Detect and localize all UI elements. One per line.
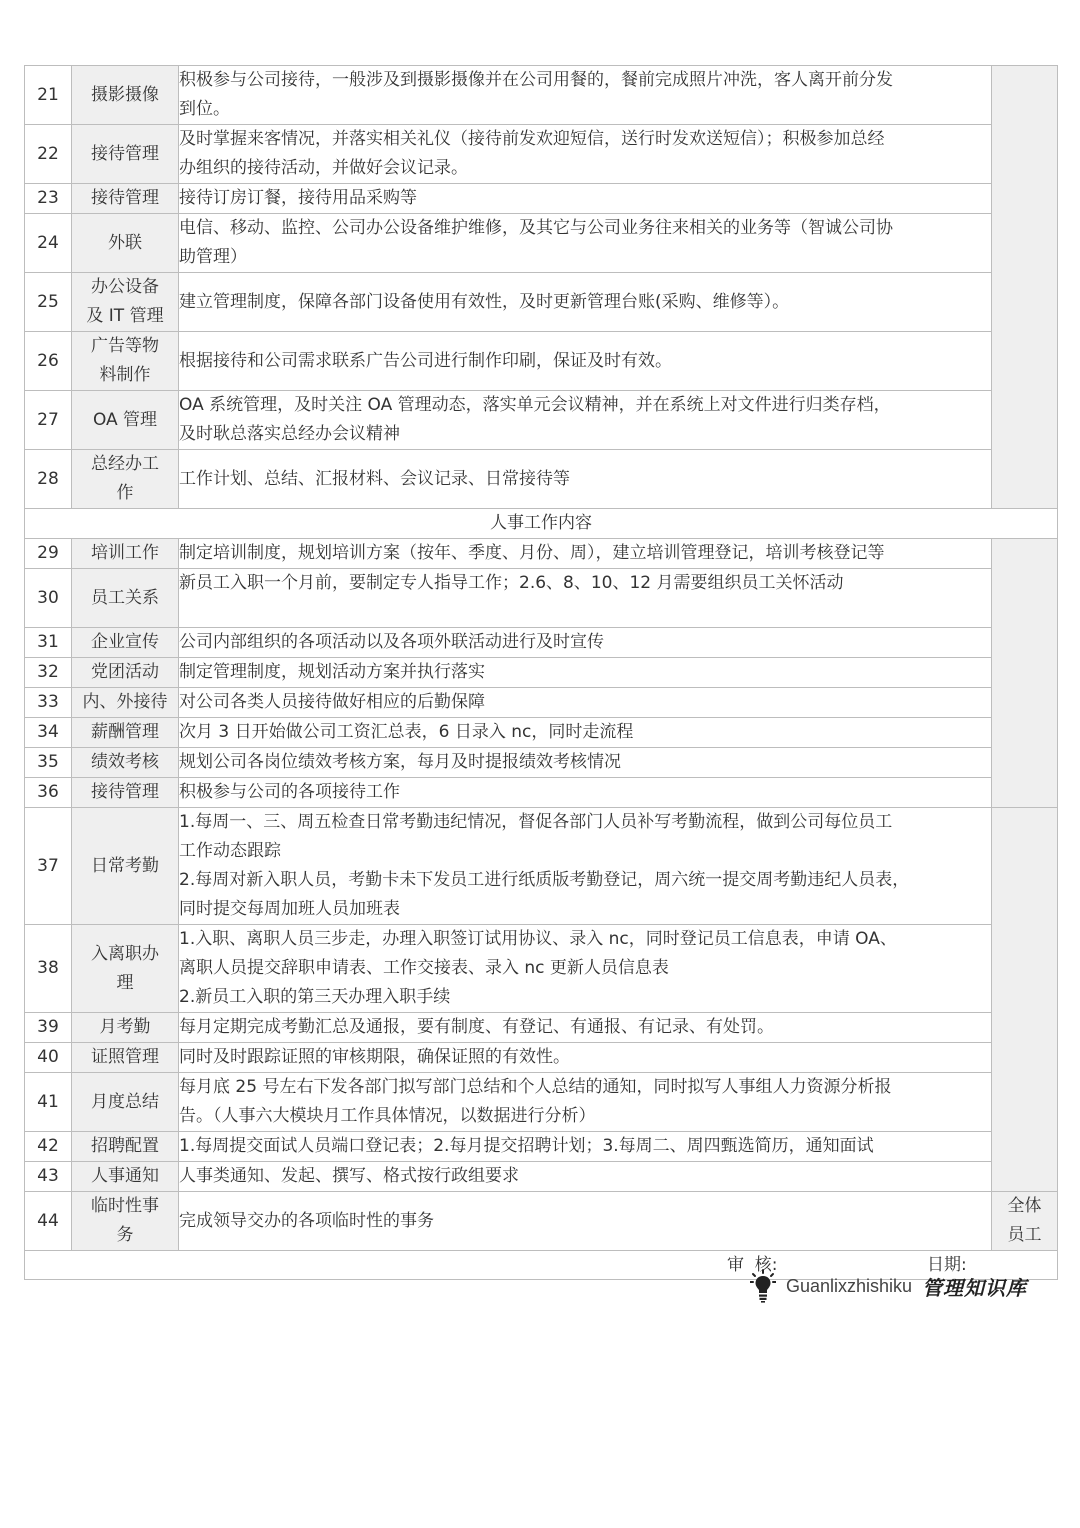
table-row: [25, 66, 1058, 125]
table-row: [25, 125, 1058, 184]
row-number: 41: [25, 1073, 72, 1132]
item-name: 办公设备 及 IT 管理: [72, 273, 179, 332]
item-name: 人事通知: [72, 1162, 179, 1192]
item-name: 广告等物 料制作: [72, 332, 179, 391]
row-number: 29: [25, 539, 72, 569]
row-number: 38: [25, 925, 72, 1013]
note-cell: [992, 808, 1058, 1192]
table-row: [25, 688, 1058, 718]
item-name: 证照管理: [72, 1043, 179, 1073]
item-content: 同时及时跟踪证照的审核期限，确保证照的有效性。: [179, 1043, 992, 1073]
item-content: 积极参与公司的各项接待工作: [179, 778, 992, 808]
table-row: [25, 748, 1058, 778]
row-number: 21: [25, 66, 72, 125]
row-number: 40: [25, 1043, 72, 1073]
item-content: 新员工入职一个月前，要制定专人指导工作；2.6、8、10、12 月需要组织员工关怀活动: [179, 569, 992, 628]
item-name: 摄影摄像: [72, 66, 179, 125]
row-number: 37: [25, 808, 72, 925]
table-row: [25, 658, 1058, 688]
table-row: [25, 1013, 1058, 1043]
row-number: 31: [25, 628, 72, 658]
table-row: [25, 1162, 1058, 1192]
item-name: OA 管理: [72, 391, 179, 450]
item-name: 员工关系: [72, 569, 179, 628]
note-cell: [992, 66, 1058, 509]
item-content: 1.入职、离职人员三步走，办理入职签订试用协议、录入 nc，同时登记员工信息表，申请 OA、 离职人员提交辞职申请表、工作交接表、录入 nc 更新人员信息表 2.新员工入职的第三天办理入职手续: [179, 925, 992, 1013]
table-row: [25, 214, 1058, 273]
item-name: 党团活动: [72, 658, 179, 688]
note-cell: [992, 539, 1058, 808]
item-name: 日常考勤: [72, 808, 179, 925]
row-number: 27: [25, 391, 72, 450]
table-row: [25, 273, 1058, 332]
table-row: [25, 718, 1058, 748]
item-content: 人事类通知、发起、撰写、格式按行政组要求: [179, 1162, 992, 1192]
brand-name: Guanlixzhishiku: [786, 1275, 913, 1296]
item-name: 培训工作: [72, 539, 179, 569]
table-row: [25, 391, 1058, 450]
row-number: 42: [25, 1132, 72, 1162]
note-cell: 全体 员工: [992, 1192, 1058, 1251]
row-number: 35: [25, 748, 72, 778]
section-title: 人事工作内容: [25, 509, 1058, 539]
review-label: 审 核:: [727, 1255, 778, 1275]
item-name: 薪酬管理: [72, 718, 179, 748]
item-content: 积极参与公司接待，一般涉及到摄影摄像并在公司用餐的，餐前完成照片冲洗，客人离开前分发 到位。: [179, 66, 992, 125]
item-name: 月考勤: [72, 1013, 179, 1043]
item-content: 建立管理制度，保障各部门设备使用有效性，及时更新管理台账(采购、维修等）。: [179, 273, 992, 332]
item-name: 接待管理: [72, 184, 179, 214]
row-number: 25: [25, 273, 72, 332]
item-content: 1.每周提交面试人员端口登记表；2.每月提交招聘计划；3.每周二、周四甄选简历，通知面试: [179, 1132, 992, 1162]
table-row: [25, 628, 1058, 658]
item-content: 1.每周一、三、周五检查日常考勤违纪情况，督促各部门人员补写考勤流程，做到公司每位员工 工作动态跟踪 2.每周对新入职人员，考勤卡未下发员工进行纸质版考勤登记，周六统一提交周考勤违纪人员表， 同时提交每周加班人员加班表: [179, 808, 992, 925]
item-name: 接待管理: [72, 778, 179, 808]
row-number: 33: [25, 688, 72, 718]
lightbulb-icon: [750, 1269, 776, 1303]
item-content: 工作计划、总结、汇报材料、会议记录、日常接待等: [179, 450, 992, 509]
item-content: 制定管理制度，规划活动方案并执行落实: [179, 658, 992, 688]
item-name: 内、外接待: [72, 688, 179, 718]
item-name: 招聘配置: [72, 1132, 179, 1162]
item-content: 每月定期完成考勤汇总及通报，要有制度、有登记、有通报、有记录、有处罚。: [179, 1013, 992, 1043]
table-row: [25, 332, 1058, 391]
table-row: [25, 1043, 1058, 1073]
date-label: 日期:: [927, 1255, 967, 1275]
item-content: 及时掌握来客情况，并落实相关礼仪（接待前发欢迎短信，送行时发欢送短信）；积极参加总经 办组织的接待活动，并做好会议记录。: [179, 125, 992, 184]
table-row: [25, 808, 1058, 925]
row-number: 43: [25, 1162, 72, 1192]
item-content: OA 系统管理，及时关注 OA 管理动态，落实单元会议精神，并在系统上对文件进行归类存档， 及时耿总落实总经办会议精神: [179, 391, 992, 450]
row-number: 39: [25, 1013, 72, 1043]
work-content-table: [24, 65, 1058, 1280]
item-content: 制定培训制度，规划培训方案（按年、季度、月份、周），建立培训管理登记，培训考核登记等: [179, 539, 992, 569]
item-name: 接待管理: [72, 125, 179, 184]
item-content: 电信、移动、监控、公司办公设备维护维修，及其它与公司业务往来相关的业务等（智诚公司协 助管理）: [179, 214, 992, 273]
row-number: 24: [25, 214, 72, 273]
table-row: [25, 1192, 1058, 1251]
item-content: 公司内部组织的各项活动以及各项外联活动进行及时宣传: [179, 628, 992, 658]
row-number: 44: [25, 1192, 72, 1251]
item-name: 入离职办 理: [72, 925, 179, 1013]
table-row: [25, 539, 1058, 569]
row-number: 28: [25, 450, 72, 509]
item-name: 临时性事 务: [72, 1192, 179, 1251]
table-row: [25, 450, 1058, 509]
item-content: 根据接待和公司需求联系广告公司进行制作印刷，保证及时有效。: [179, 332, 992, 391]
row-number: 26: [25, 332, 72, 391]
row-number: 36: [25, 778, 72, 808]
row-number: 23: [25, 184, 72, 214]
item-content: 完成领导交办的各项临时性的事务: [179, 1192, 992, 1251]
footer-brand: [750, 1268, 1027, 1304]
row-number: 30: [25, 569, 72, 628]
row-number: 32: [25, 658, 72, 688]
item-content: 对公司各类人员接待做好相应的后勤保障: [179, 688, 992, 718]
row-number: 34: [25, 718, 72, 748]
item-name: 月度总结: [72, 1073, 179, 1132]
item-name: 企业宣传: [72, 628, 179, 658]
table-row: [25, 569, 1058, 628]
item-name: 外联: [72, 214, 179, 273]
table-row: [25, 1073, 1058, 1132]
item-name: 绩效考核: [72, 748, 179, 778]
item-content: 次月 3 日开始做公司工资汇总表，6 日录入 nc，同时走流程: [179, 718, 992, 748]
section-row: [25, 509, 1058, 539]
table-row: [25, 184, 1058, 214]
item-content: 规划公司各岗位绩效考核方案，每月及时提报绩效考核情况: [179, 748, 992, 778]
row-number: 22: [25, 125, 72, 184]
item-content: 接待订房订餐，接待用品采购等: [179, 184, 992, 214]
table-row: [25, 925, 1058, 1013]
table-row: [25, 778, 1058, 808]
brand-name-cn: 管理知识库: [922, 1275, 1028, 1300]
item-name: 总经办工 作: [72, 450, 179, 509]
item-content: 每月底 25 号左右下发各部门拟写部门总结和个人总结的通知，同时拟写人事组人力资源分析报 告。（人事六大模块月工作具体情况，以数据进行分析）: [179, 1073, 992, 1132]
table-row: [25, 1132, 1058, 1162]
